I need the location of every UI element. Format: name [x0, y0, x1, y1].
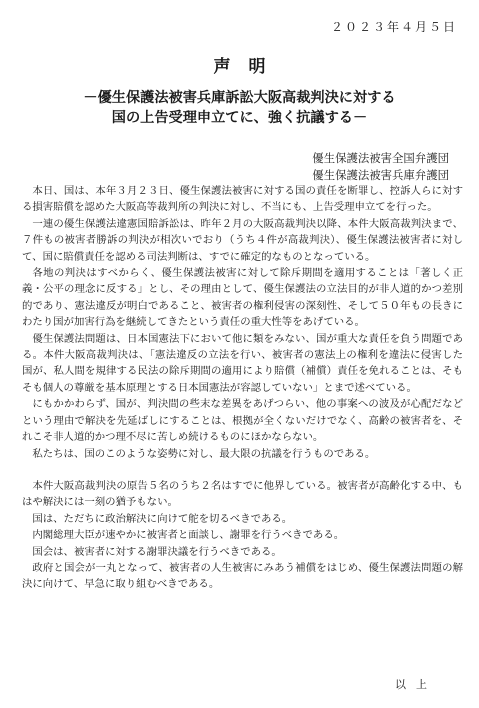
closing-mark: 以上 — [395, 678, 437, 691]
body-paragraph: 優生保護法問題は、日本国憲法下において他に類をみない、国が重大な責任を負う問題である。本件大阪高裁判決は、「憲法違反の立法を行い、被害者の憲法上の権利を違法に侵害した国が、私人間を規律する民法の除斥期間の適用により賠償（補償）責任を免れることは、そもそも個人の尊厳を基本原理とする日本国憲法が容認していない」とまで述べている。 — [22, 332, 463, 394]
document-date: ２０２３年４月５日 — [330, 20, 457, 34]
paragraph-gap — [22, 462, 463, 478]
subtitle-line-1: －優生保護法被害兵庫訴訟大阪高裁判決に対する — [83, 90, 396, 106]
body-paragraph: 本日、国は、本年３月２３日、優生保護法被害に対する国の責任を断罪し、控訴人らに対する損害賠償を認めた大阪高等裁判所の判決に対し、不当にも、上告受理申立てを行った。 — [22, 185, 463, 214]
document-title: 声明 — [213, 57, 284, 77]
body-paragraph: 一連の優生保護法違憲国賠訴訟は、昨年２月の大阪高裁判決以降、本件大阪高裁判決まで、７件もの被害者勝訴の判決が相次いでおり（うち４件が高裁判決）、優生保護法被害者に対して、国に賠償責任を認める司法判断は、すでに確定的なものとなっている。 — [22, 217, 463, 263]
subtitle-line-2: 国の上告受理申立てに、強く抗議する－ — [111, 110, 368, 126]
statement-body — [22, 183, 463, 593]
issuing-organizations — [312, 150, 449, 184]
body-paragraph: 内閣総理大臣が速やかに被害者と面談し、謝罪を行うべきである。 — [32, 529, 345, 542]
body-paragraph: にもかかわらず、国が、判決間の些末な差異をあげつらい、他の事案への波及が心配だなどという理由で解決を先延ばしにすることは、根拠が全くないだけでなく、高齢の被害者を、それこそ非人道的かつ理不尽に苦しめ続けるものにほかならない。 — [22, 398, 463, 444]
body-paragraph: 各地の判決はすべからく、優生保護法被害に対して除斥期間を適用することは「著しく正義・公平の理念に反する」とし、その理由として、優生保護法の立法目的が非人道的かつ差別的であり、憲法違反が明白であること、被害者の権利侵害の深刻性、そして５０年もの長きにわたり国が加害行為を継続してきたという責任の重大性等をあげている。 — [22, 267, 463, 329]
body-paragraph: 国は、ただちに政治解決に向けて舵を切るべきである。 — [32, 512, 293, 525]
body-paragraph: 私たちは、国のこのような姿勢に対し、最大限の抗議を行うものである。 — [32, 447, 376, 460]
body-paragraph: 本件大阪高裁判決の原告５名のうち２名はすでに他界している。被害者が高齢化する中、もはや解決には一刻の猶予もない。 — [22, 479, 463, 509]
body-paragraph: 国会は、被害者に対する謝罪決議を行うべきである。 — [32, 545, 282, 558]
body-paragraph: 政府と国会が一丸となって、被害者の人生被害にみあう補償をはじめ、優生保護法問題の解決に向けて、早急に取り組むべきである。 — [22, 561, 463, 591]
document-subtitle — [0, 88, 479, 128]
organization-name: 優生保護法被害兵庫弁護団 — [312, 168, 449, 182]
organization-name: 優生保護法被害全国弁護団 — [312, 151, 449, 165]
